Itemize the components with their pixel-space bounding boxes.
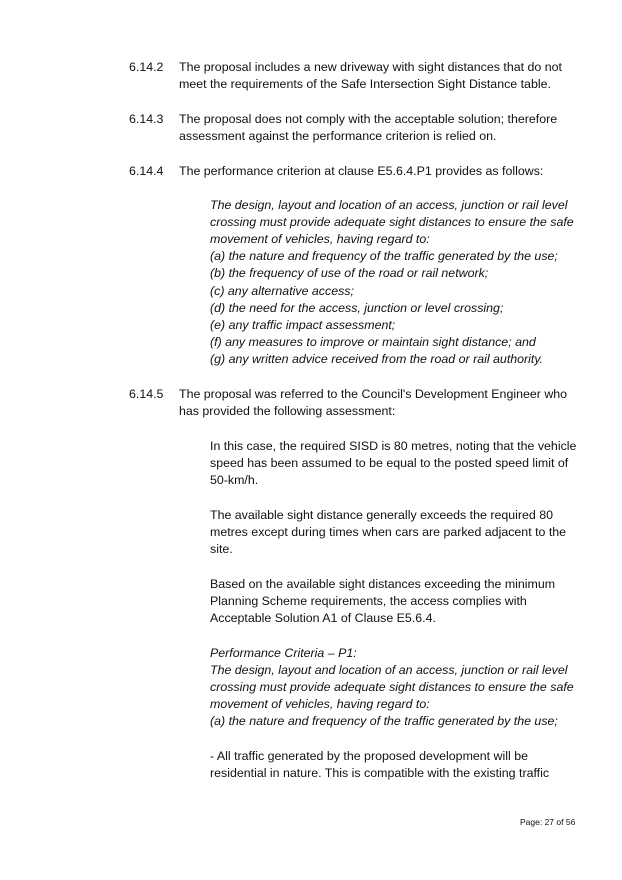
section-text-line: The proposal was referred to the Council's Development Engineer who bbox=[179, 387, 568, 401]
section-text-line: assessment against the performance criterion is relied on. bbox=[179, 129, 497, 143]
quote-line: (g) any written advice received from the road or rail authority. bbox=[210, 352, 544, 366]
page-number: Page: 27 of 56 bbox=[520, 817, 576, 827]
assessment-line: residential in nature. This is compatible with the existing traffic bbox=[210, 766, 550, 780]
section-text-line: has provided the following assessment: bbox=[179, 404, 396, 418]
section-text-line: meet the requirements of the Safe Intersection Sight Distance table. bbox=[179, 77, 551, 91]
performance-criteria-line: The design, layout and location of an access, junction or rail level bbox=[210, 663, 568, 677]
performance-criteria-heading: Performance Criteria – P1: bbox=[210, 646, 357, 660]
quote-line: (c) any alternative access; bbox=[210, 284, 354, 298]
section-text-line: The proposal includes a new driveway with sight distances that do not bbox=[179, 60, 562, 74]
quote-line: (b) the frequency of use of the road or rail network; bbox=[210, 266, 489, 280]
quote-line: (e) any traffic impact assessment; bbox=[210, 318, 396, 332]
assessment-line: metres except during times when cars are parked adjacent to the bbox=[210, 525, 567, 539]
performance-criteria-line: crossing must provide adequate sight distances to ensure the safe bbox=[210, 680, 574, 694]
quote-line: The design, layout and location of an access, junction or rail level bbox=[210, 198, 568, 212]
quote-line: crossing must provide adequate sight distances to ensure the safe bbox=[210, 215, 574, 229]
assessment-line: 50-km/h. bbox=[210, 473, 259, 487]
performance-criteria-line: (a) the nature and frequency of the traffic generated by the use; bbox=[210, 714, 558, 728]
quote-line: (a) the nature and frequency of the traffic generated by the use; bbox=[210, 249, 558, 263]
assessment-line: Based on the available sight distances exceeding the minimum bbox=[210, 577, 556, 591]
assessment-line: In this case, the required SISD is 80 metres, noting that the vehicle bbox=[210, 439, 577, 453]
section-number-6-14-3: 6.14.3 bbox=[129, 112, 164, 126]
quote-line: (f) any measures to improve or maintain sight distance; and bbox=[210, 335, 536, 349]
quote-line: (d) the need for the access, junction or level crossing; bbox=[210, 301, 504, 315]
quote-line: movement of vehicles, having regard to: bbox=[210, 232, 430, 246]
assessment-line: site. bbox=[210, 542, 233, 556]
section-text-line: The performance criterion at clause E5.6.4.P1 provides as follows: bbox=[179, 164, 544, 178]
section-number-6-14-4: 6.14.4 bbox=[129, 164, 164, 178]
assessment-line: The available sight distance generally exceeds the required 80 bbox=[210, 508, 554, 522]
section-number-6-14-2: 6.14.2 bbox=[129, 60, 164, 74]
assessment-line: Planning Scheme requirements, the access complies with bbox=[210, 594, 527, 608]
section-number-6-14-5: 6.14.5 bbox=[129, 387, 164, 401]
assessment-line: speed has been assumed to be equal to the posted speed limit of bbox=[210, 456, 569, 470]
section-text-line: The proposal does not comply with the acceptable solution; therefore bbox=[179, 112, 558, 126]
performance-criteria-line: movement of vehicles, having regard to: bbox=[210, 697, 430, 711]
assessment-line: Acceptable Solution A1 of Clause E5.6.4. bbox=[210, 611, 436, 625]
assessment-line: - All traffic generated by the proposed development will be bbox=[210, 749, 528, 763]
